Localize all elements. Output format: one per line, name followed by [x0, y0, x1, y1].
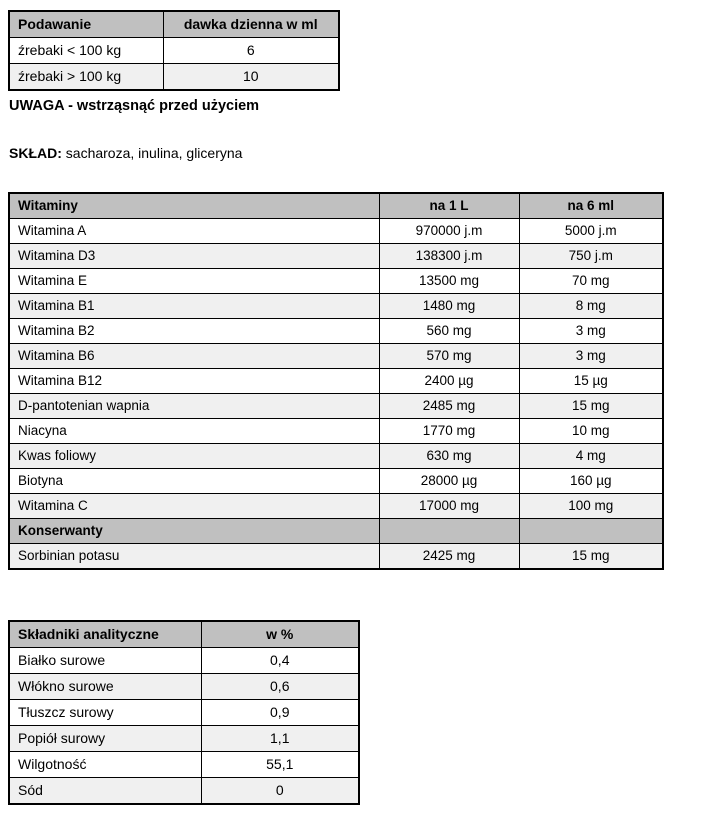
- analytical-header-row: [9, 621, 359, 648]
- table-row: [9, 64, 339, 91]
- table-row: [9, 544, 663, 570]
- vitamin-per-6ml: 3 mg: [519, 319, 663, 344]
- vitamin-name: Witamina B2: [9, 319, 379, 344]
- table-row: [9, 369, 663, 394]
- table-row: [9, 269, 663, 294]
- dosing-value-over-100kg: 10: [163, 64, 339, 91]
- analytical-name: Popiół surowy: [9, 726, 201, 752]
- vitamin-name: Witamina E: [9, 269, 379, 294]
- dosing-header-row: [9, 11, 339, 38]
- vitamin-per-1l: 28000 µg: [379, 469, 519, 494]
- dosing-value-under-100kg: 6: [163, 38, 339, 64]
- preservative-per-6ml: 15 mg: [519, 544, 663, 570]
- vitamins-header-per-6ml: na 6 ml: [519, 193, 663, 219]
- vitamin-name: Witamina B12: [9, 369, 379, 394]
- analytical-header-name: Składniki analityczne: [9, 621, 201, 648]
- vitamin-name: Niacyna: [9, 419, 379, 444]
- vitamin-name: D-pantotenian wapnia: [9, 394, 379, 419]
- table-row: [9, 344, 663, 369]
- vitamin-name: Witamina B1: [9, 294, 379, 319]
- table-row: [9, 38, 339, 64]
- analytical-value: 0,4: [201, 648, 359, 674]
- vitamin-per-6ml: 3 mg: [519, 344, 663, 369]
- vitamin-per-1l: 1480 mg: [379, 294, 519, 319]
- preservative-per-1l: 2425 mg: [379, 544, 519, 570]
- vitamin-per-6ml: 70 mg: [519, 269, 663, 294]
- table-row: [9, 778, 359, 805]
- vitamin-per-1l: 560 mg: [379, 319, 519, 344]
- table-row: [9, 469, 663, 494]
- table-row: [9, 444, 663, 469]
- vitamin-per-1l: 13500 mg: [379, 269, 519, 294]
- composition-label: SKŁAD:: [9, 145, 62, 161]
- vitamin-per-1l: 570 mg: [379, 344, 519, 369]
- vitamins-header-row: [9, 193, 663, 219]
- analytical-name: Białko surowe: [9, 648, 201, 674]
- vitamin-name: Witamina D3: [9, 244, 379, 269]
- table-row: [9, 700, 359, 726]
- dosing-label-under-100kg: źrebaki < 100 kg: [9, 38, 163, 64]
- vitamin-per-6ml: 15 µg: [519, 369, 663, 394]
- vitamin-per-6ml: 5000 j.m: [519, 219, 663, 244]
- table-row: [9, 752, 359, 778]
- vitamin-name: Witamina B6: [9, 344, 379, 369]
- composition-line: [9, 145, 711, 161]
- dosing-header-podawanie: Podawanie: [9, 11, 163, 38]
- table-row: [9, 494, 663, 519]
- analytical-name: Włókno surowe: [9, 674, 201, 700]
- document-page: [0, 10, 711, 819]
- vitamin-per-1l: 2400 µg: [379, 369, 519, 394]
- vitamin-per-6ml: 15 mg: [519, 394, 663, 419]
- table-row: [9, 219, 663, 244]
- vitamin-name: Witamina C: [9, 494, 379, 519]
- table-row: [9, 244, 663, 269]
- vitamin-per-6ml: 8 mg: [519, 294, 663, 319]
- vitamins-header-per-1l: na 1 L: [379, 193, 519, 219]
- preservatives-section-empty-cell: [379, 519, 519, 544]
- table-row: [9, 419, 663, 444]
- vitamin-per-1l: 970000 j.m: [379, 219, 519, 244]
- table-row: [9, 674, 359, 700]
- analytical-value: 1,1: [201, 726, 359, 752]
- analytical-name: Wilgotność: [9, 752, 201, 778]
- vitamin-per-1l: 138300 j.m: [379, 244, 519, 269]
- vitamin-per-6ml: 10 mg: [519, 419, 663, 444]
- vitamin-per-1l: 630 mg: [379, 444, 519, 469]
- analytical-value: 0,6: [201, 674, 359, 700]
- vitamin-name: Biotyna: [9, 469, 379, 494]
- table-row: [9, 648, 359, 674]
- preservatives-section-empty-cell: [519, 519, 663, 544]
- dosing-label-over-100kg: źrebaki > 100 kg: [9, 64, 163, 91]
- vitamin-per-6ml: 750 j.m: [519, 244, 663, 269]
- analytical-name: Sód: [9, 778, 201, 805]
- vitamin-name: Kwas foliowy: [9, 444, 379, 469]
- preservatives-section-label: Konserwanty: [9, 519, 379, 544]
- analytical-value: 0,9: [201, 700, 359, 726]
- vitamin-name: Witamina A: [9, 219, 379, 244]
- vitamin-per-6ml: 100 mg: [519, 494, 663, 519]
- vitamin-per-6ml: 4 mg: [519, 444, 663, 469]
- preservatives-section-row: [9, 519, 663, 544]
- vitamin-per-1l: 1770 mg: [379, 419, 519, 444]
- table-row: [9, 726, 359, 752]
- preservative-name: Sorbinian potasu: [9, 544, 379, 570]
- composition-text: sacharoza, inulina, gliceryna: [61, 145, 243, 161]
- analytical-value: 0: [201, 778, 359, 805]
- warning-text: UWAGA - wstrząsnąć przed użyciem: [9, 98, 260, 114]
- analytical-components-table: [8, 620, 360, 805]
- vitamins-table: [8, 192, 664, 570]
- table-row: [9, 294, 663, 319]
- dosing-header-daily-dose: dawka dzienna w ml: [163, 11, 339, 38]
- analytical-header-percent: w %: [201, 621, 359, 648]
- table-row: [9, 394, 663, 419]
- table-row: [9, 319, 663, 344]
- dosing-table: [8, 10, 340, 91]
- vitamin-per-1l: 2485 mg: [379, 394, 519, 419]
- vitamin-per-1l: 17000 mg: [379, 494, 519, 519]
- vitamin-per-6ml: 160 µg: [519, 469, 663, 494]
- analytical-value: 55,1: [201, 752, 359, 778]
- analytical-name: Tłuszcz surowy: [9, 700, 201, 726]
- vitamins-header-name: Witaminy: [9, 193, 379, 219]
